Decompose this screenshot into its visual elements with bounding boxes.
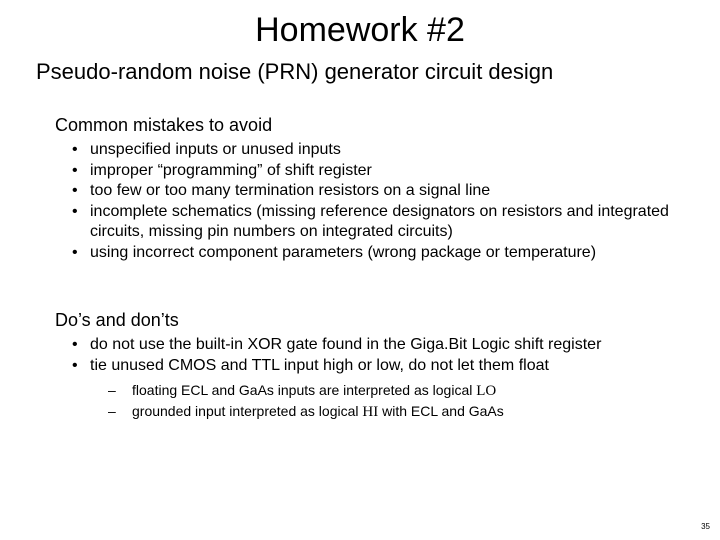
slide-title: Homework #2 — [255, 11, 465, 49]
list-item: • do not use the built-in XOR gate found in the Giga.Bit Logic shift register — [72, 335, 601, 356]
list-item: • incomplete schematics (missing reference designators on resistors and integrated circuits, missing pin numbers on integrated circuits) — [72, 202, 680, 243]
page-number: 35 — [701, 522, 710, 531]
float-sublist — [108, 380, 504, 422]
sub-list-item — [108, 380, 504, 401]
list-item: • improper “programming” of shift register — [72, 161, 680, 182]
list-item: • unspecified inputs or unused inputs — [72, 140, 680, 161]
sub-item-text: grounded input interpreted as logical — [132, 403, 363, 419]
dos-donts-list — [72, 335, 601, 376]
list-item: • using incorrect component parameters (wrong package or temperature) — [72, 243, 680, 264]
sub-list-item — [108, 401, 504, 422]
mistakes-list — [72, 140, 680, 263]
section-heading-mistakes: Common mistakes to avoid — [55, 115, 273, 135]
section-heading-dos-donts: Do’s and don’ts — [55, 310, 179, 330]
slide-subtitle: Pseudo-random noise (PRN) generator circuit design — [36, 59, 554, 84]
logic-level-lo: LO — [476, 383, 497, 399]
sub-item-text: floating ECL and GaAs inputs are interpreted as logical — [132, 382, 477, 398]
sub-item-after: with ECL and GaAs — [378, 403, 504, 419]
list-item: • too few or too many termination resistors on a signal line — [72, 181, 680, 202]
list-item: • tie unused CMOS and TTL input high or low, do not let them float — [72, 356, 601, 377]
logic-level-hi: HI — [362, 404, 379, 420]
